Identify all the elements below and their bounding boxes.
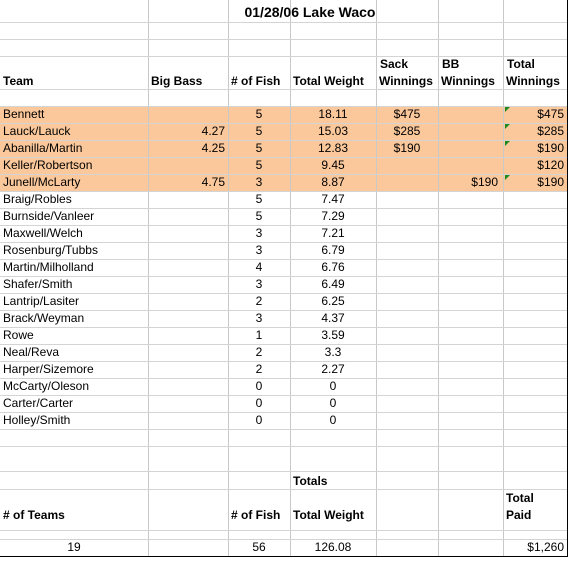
header-sack-line1[interactable]: Sack — [380, 57, 409, 71]
cell-sack-winnings[interactable] — [376, 276, 438, 293]
gridline — [0, 39, 568, 40]
cell-team[interactable]: Rowe — [3, 328, 34, 342]
cell-num-fish[interactable]: 3 — [255, 277, 263, 291]
cell-num-fish[interactable]: 5 — [255, 141, 263, 155]
gridline — [0, 446, 568, 447]
cell-num-fish[interactable]: 3 — [255, 311, 263, 325]
gridline — [0, 471, 568, 472]
cell-big-bass[interactable] — [148, 225, 225, 242]
cell-total-winnings[interactable] — [503, 293, 564, 310]
cell-bb-winnings[interactable] — [438, 378, 498, 395]
cell-total-winnings[interactable] — [503, 395, 564, 412]
cell-sack-winnings[interactable] — [376, 361, 438, 378]
cell-team[interactable]: Lauck/Lauck — [3, 124, 71, 138]
cell-num-fish[interactable]: 0 — [255, 396, 263, 410]
cell-num-fish[interactable]: 2 — [255, 294, 263, 308]
cell-team[interactable]: Rosenburg/Tubbs — [3, 243, 98, 257]
cell-total-winnings[interactable] — [503, 276, 564, 293]
cell-total-weight[interactable]: 0 — [329, 413, 337, 427]
cell-num-fish[interactable]: 3 — [255, 175, 263, 189]
cell-bb-winnings[interactable] — [438, 191, 498, 208]
cell-team[interactable]: Lantrip/Lasiter — [3, 294, 80, 308]
cell-big-bass[interactable] — [148, 344, 225, 361]
cell-big-bass[interactable] — [148, 259, 225, 276]
cell-total-weight[interactable]: 12.83 — [317, 141, 349, 155]
gridline — [0, 429, 568, 430]
totals-label[interactable]: Totals — [293, 474, 328, 488]
cell-team[interactable]: Holley/Smith — [3, 413, 71, 427]
cell-num-fish[interactable]: 0 — [255, 413, 263, 427]
cell-num-fish[interactable]: 0 — [255, 379, 263, 393]
cell-bb-winnings[interactable] — [438, 259, 498, 276]
cell-sack-winnings[interactable] — [376, 293, 438, 310]
header-bb-line2[interactable]: Winnings — [441, 74, 495, 88]
cell-total-weight[interactable]: 3.59 — [321, 328, 345, 342]
cell-num-fish[interactable]: 3 — [255, 243, 263, 257]
cell-total-winnings[interactable] — [503, 412, 564, 429]
cell-total-weight[interactable]: 0 — [329, 396, 337, 410]
cell-total-winnings[interactable] — [503, 208, 564, 225]
cell-team[interactable]: Neal/Reva — [3, 345, 60, 359]
gridline — [0, 530, 568, 531]
footer-total-paid-line2[interactable]: Paid — [506, 508, 532, 522]
cell-bb-winnings[interactable] — [438, 310, 498, 327]
header-sack-line2[interactable]: Winnings — [379, 74, 433, 88]
cell-big-bass[interactable] — [148, 276, 225, 293]
cell-sack-winnings[interactable] — [376, 259, 438, 276]
cell-total-weight[interactable]: 18.11 — [318, 107, 348, 121]
cell-num-fish[interactable]: 2 — [255, 362, 263, 376]
cell-sack-winnings[interactable] — [376, 225, 438, 242]
cell-num-fish[interactable]: 5 — [255, 158, 263, 172]
cell-num-fish[interactable]: 1 — [255, 328, 263, 342]
cell-num-fish[interactable]: 5 — [255, 124, 263, 138]
cell-team[interactable]: Keller/Robertson — [3, 158, 93, 172]
cell-sack-winnings[interactable] — [376, 174, 438, 191]
footer-num-fish-label[interactable]: # of Fish — [231, 508, 281, 522]
gridline — [0, 489, 568, 490]
footer-total-weight-label[interactable]: Total Weight — [293, 508, 364, 522]
cell-total-weight[interactable]: 6.76 — [321, 260, 345, 274]
cell-team[interactable]: McCarty/Oleson — [3, 379, 90, 393]
cell-big-bass[interactable] — [148, 208, 225, 225]
cell-total-weight[interactable]: 7.21 — [321, 226, 345, 240]
footer-total-paid[interactable]: $1,260 — [527, 540, 564, 554]
header-total-line2[interactable]: Winnings — [506, 74, 560, 88]
cell-sack-winnings[interactable] — [376, 191, 438, 208]
cell-sack-winnings[interactable] — [376, 412, 438, 429]
cell-total-winnings[interactable]: $190 — [537, 175, 564, 189]
cell-total-winnings[interactable] — [503, 327, 564, 344]
cell-sack-winnings[interactable] — [376, 327, 438, 344]
cell-bb-winnings[interactable] — [438, 327, 498, 344]
cell-big-bass[interactable]: 4.25 — [201, 141, 225, 155]
cell-num-fish[interactable]: 3 — [255, 226, 263, 240]
footer-num-fish[interactable]: 56 — [252, 540, 266, 554]
cell-team[interactable]: Harper/Sizemore — [3, 362, 94, 376]
cell-big-bass[interactable] — [148, 412, 225, 429]
cell-bb-winnings[interactable] — [438, 276, 498, 293]
comment-indicator-icon[interactable] — [505, 124, 510, 129]
cell-total-winnings[interactable]: $285 — [537, 124, 564, 138]
cell-num-fish[interactable]: 5 — [255, 192, 263, 206]
cell-total-weight[interactable]: 0 — [329, 379, 337, 393]
header-num-fish[interactable]: # of Fish — [231, 74, 281, 88]
cell-team[interactable]: Abanilla/Martin — [3, 141, 83, 155]
cell-total-winnings[interactable] — [503, 310, 564, 327]
cell-total-weight[interactable]: 6.79 — [321, 243, 345, 257]
gridline — [0, 22, 568, 23]
footer-total-paid-line1[interactable]: Total — [506, 491, 534, 505]
cell-sack-winnings[interactable] — [376, 310, 438, 327]
cell-bb-winnings[interactable] — [438, 344, 498, 361]
cell-num-fish[interactable]: 5 — [255, 107, 263, 121]
cell-sack-winnings[interactable] — [376, 157, 438, 174]
cell-sack-winnings[interactable]: $475 — [393, 107, 421, 121]
footer-num-teams-label[interactable]: # of Teams — [3, 508, 65, 522]
cell-total-winnings[interactable] — [503, 225, 564, 242]
cell-total-winnings[interactable] — [503, 378, 564, 395]
cell-sack-winnings[interactable] — [376, 395, 438, 412]
cell-team[interactable]: Shafer/Smith — [3, 277, 73, 291]
cell-bb-winnings[interactable] — [438, 123, 498, 140]
cell-total-weight[interactable]: 7.47 — [321, 192, 345, 206]
cell-bb-winnings[interactable] — [438, 106, 498, 123]
sheet-title[interactable]: 01/28/06 Lake Waco — [244, 4, 376, 20]
comment-indicator-icon[interactable] — [505, 141, 510, 146]
cell-sack-winnings[interactable]: $285 — [393, 124, 421, 138]
cell-total-winnings[interactable]: $190 — [537, 141, 564, 155]
cell-team[interactable]: Burnside/Vanleer — [3, 209, 95, 223]
cell-team[interactable]: Bennett — [3, 107, 45, 121]
cell-bb-winnings[interactable] — [438, 395, 498, 412]
cell-bb-winnings[interactable]: $190 — [471, 175, 498, 189]
cell-total-weight[interactable]: 2.27 — [321, 362, 345, 376]
cell-big-bass[interactable]: 4.75 — [201, 175, 225, 189]
cell-team[interactable]: Junell/McLarty — [3, 175, 81, 189]
header-big-bass[interactable]: Big Bass — [151, 74, 203, 88]
cell-team[interactable]: Carter/Carter — [3, 396, 74, 410]
cell-bb-winnings[interactable] — [438, 361, 498, 378]
cell-bb-winnings[interactable] — [438, 412, 498, 429]
cell-big-bass[interactable] — [148, 242, 225, 259]
cell-big-bass[interactable] — [148, 378, 225, 395]
cell-total-winnings[interactable] — [503, 191, 564, 208]
cell-big-bass[interactable] — [148, 106, 225, 123]
cell-bb-winnings[interactable] — [438, 225, 498, 242]
cell-sack-winnings[interactable] — [376, 378, 438, 395]
cell-sack-winnings[interactable]: $190 — [393, 141, 421, 155]
cell-total-weight[interactable]: 15.03 — [317, 124, 349, 138]
cell-sack-winnings[interactable] — [376, 242, 438, 259]
cell-big-bass[interactable] — [148, 327, 225, 344]
comment-indicator-icon[interactable] — [505, 175, 510, 180]
cell-total-winnings[interactable] — [503, 344, 564, 361]
cell-bb-winnings[interactable] — [438, 242, 498, 259]
cell-team[interactable]: Braig/Robles — [3, 192, 72, 206]
cell-bb-winnings[interactable] — [438, 208, 498, 225]
cell-total-weight[interactable]: 4.37 — [321, 311, 345, 325]
cell-total-winnings[interactable]: $120 — [537, 158, 564, 172]
cell-num-fish[interactable]: 4 — [255, 260, 263, 274]
cell-total-weight[interactable]: 9.45 — [321, 158, 345, 172]
cell-big-bass[interactable] — [148, 191, 225, 208]
cell-team[interactable]: Martin/Milholland — [3, 260, 94, 274]
cell-team[interactable]: Maxwell/Welch — [3, 226, 83, 240]
cell-total-winnings[interactable]: $475 — [537, 107, 564, 121]
cell-num-fish[interactable]: 5 — [255, 209, 263, 223]
cell-big-bass[interactable] — [148, 293, 225, 310]
header-total-weight[interactable]: Total Weight — [293, 74, 364, 88]
cell-big-bass[interactable]: 4.27 — [201, 124, 225, 138]
cell-total-weight[interactable]: 7.29 — [321, 209, 345, 223]
cell-bb-winnings[interactable] — [438, 140, 498, 157]
cell-team[interactable]: Brack/Weyman — [3, 311, 85, 325]
cell-total-winnings[interactable] — [503, 259, 564, 276]
header-total-line1[interactable]: Total — [507, 57, 535, 71]
cell-big-bass[interactable] — [148, 395, 225, 412]
sheet-border — [0, 556, 568, 557]
cell-bb-winnings[interactable] — [438, 157, 498, 174]
cell-big-bass[interactable] — [148, 157, 225, 174]
cell-total-weight[interactable]: 6.49 — [321, 277, 345, 291]
cell-sack-winnings[interactable] — [376, 344, 438, 361]
cell-total-winnings[interactable] — [503, 242, 564, 259]
footer-num-teams[interactable]: 19 — [67, 540, 81, 554]
cell-big-bass[interactable] — [148, 310, 225, 327]
cell-total-weight[interactable]: 3.3 — [324, 345, 342, 359]
cell-total-winnings[interactable] — [503, 361, 564, 378]
comment-indicator-icon[interactable] — [505, 107, 510, 112]
cell-total-weight[interactable]: 6.25 — [321, 294, 345, 308]
cell-bb-winnings[interactable] — [438, 293, 498, 310]
footer-total-weight[interactable]: 126.08 — [314, 540, 352, 554]
header-team[interactable]: Team — [3, 74, 34, 88]
cell-num-fish[interactable]: 2 — [255, 345, 263, 359]
cell-sack-winnings[interactable] — [376, 208, 438, 225]
cell-big-bass[interactable] — [148, 361, 225, 378]
header-bb-line1[interactable]: BB — [442, 57, 460, 71]
cell-total-weight[interactable]: 8.87 — [321, 175, 345, 189]
